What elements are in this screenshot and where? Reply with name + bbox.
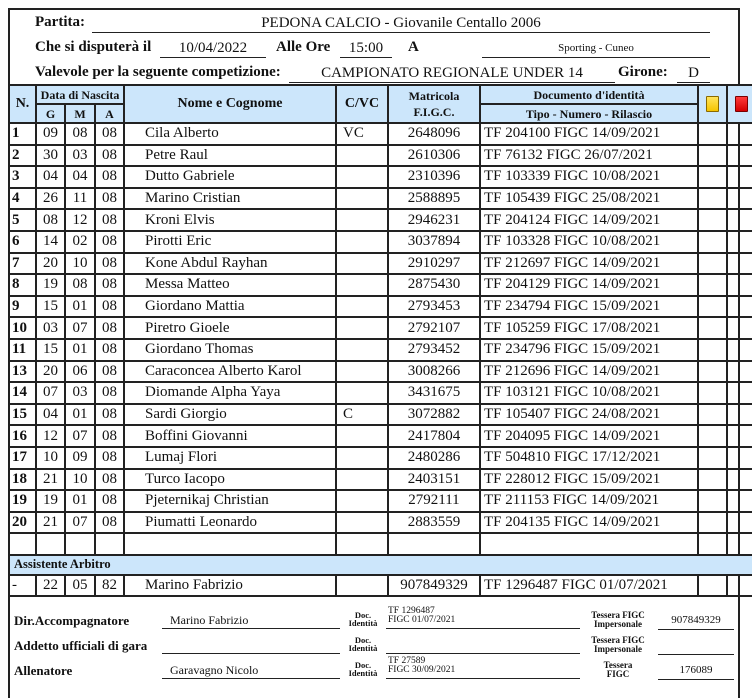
player-row [9,512,752,534]
red-card-cell[interactable] [727,404,752,426]
birth-month[interactable]: 01 [65,339,95,361]
matricola-field[interactable]: 2793453 [388,296,480,318]
document-field[interactable]: TF 105407 FIGC 24/08/2021 [480,404,698,426]
birth-day[interactable]: 12 [36,425,65,447]
red-card-cell[interactable] [727,296,752,318]
doc-label-line2: Identità [348,618,378,628]
birth-month[interactable]: 08 [65,123,95,145]
col-a: A [95,104,124,123]
document-field[interactable]: TF 105259 FIGC 17/08/2021 [480,317,698,339]
birth-month[interactable]: 10 [65,253,95,275]
col-m: M [65,104,95,123]
birth-year[interactable]: 08 [95,425,124,447]
birth-month[interactable]: 02 [65,231,95,253]
player-number: 7 [9,253,36,275]
matricola-field[interactable] [388,533,480,555]
yellow-card-cell[interactable] [698,296,727,318]
captain-field[interactable]: C [336,404,388,426]
tessera-label [582,661,654,679]
birth-year[interactable]: 08 [95,253,124,275]
birth-year[interactable]: 08 [95,231,124,253]
birth-month[interactable]: 07 [65,425,95,447]
document-field[interactable]: TF 204100 FIGC 14/09/2021 [480,123,698,145]
document-field[interactable] [480,533,698,555]
captain-field[interactable] [336,145,388,167]
red-card-icon [735,96,748,112]
birth-day[interactable]: 15 [36,296,65,318]
document-field[interactable]: TF 204124 FIGC 14/09/2021 [480,209,698,231]
red-card-cell[interactable] [727,469,752,491]
tessera-field[interactable]: 907849329 [658,611,734,630]
player-row [9,533,752,555]
date-field[interactable]: 10/04/2022 [160,39,266,58]
staff-role-label: Dir.Accompagnatore [14,613,130,628]
birth-day[interactable]: 15 [36,339,65,361]
birth-year[interactable]: 08 [95,209,124,231]
red-card-cell[interactable] [727,253,752,275]
red-card-cell[interactable] [727,188,752,210]
birth-month[interactable]: 06 [65,361,95,383]
red-card-cell[interactable] [727,145,752,167]
birth-day[interactable]: 20 [36,253,65,275]
doc-identity-label [343,661,383,677]
birth-day[interactable]: 19 [36,490,65,512]
tessera-label [582,636,654,654]
player-row [9,188,752,210]
yellow-card-cell[interactable] [698,533,727,555]
birth-month[interactable]: 12 [65,209,95,231]
matricola-field[interactable]: 2910297 [388,253,480,275]
yellow-card-cell[interactable] [698,145,727,167]
birth-day[interactable]: 21 [36,512,65,534]
doc-identity-label [343,636,383,652]
birth-day[interactable]: 19 [36,274,65,296]
birth-day[interactable] [36,533,65,555]
staff-role-label: Allenatore [14,663,73,678]
doc-label-line1: Doc. [354,635,372,645]
document-field[interactable]: TF 212697 FIGC 14/09/2021 [480,253,698,275]
captain-field[interactable] [336,166,388,188]
partita-label: Partita: [35,14,85,30]
birth-day[interactable]: 21 [36,469,65,491]
player-row [9,361,752,383]
player-name[interactable]: Boffini Giovanni [124,425,336,447]
player-number: 9 [9,296,36,318]
assistant-g[interactable]: 22 [36,575,65,597]
captain-field[interactable] [336,253,388,275]
red-card-cell[interactable] [727,447,752,469]
yellow-card-cell[interactable] [698,512,727,534]
document-field[interactable]: TF 103339 FIGC 10/08/2021 [480,166,698,188]
player-name[interactable]: Cila Alberto [124,123,336,145]
birth-month[interactable] [65,533,95,555]
col-n: N. [9,85,36,123]
player-row [9,404,752,426]
birth-year[interactable]: 08 [95,317,124,339]
birth-day[interactable]: 30 [36,145,65,167]
players-table [8,84,752,597]
matricola-field[interactable]: 2417804 [388,425,480,447]
matricola-field[interactable]: 2792107 [388,317,480,339]
player-number: 8 [9,274,36,296]
assistant-a[interactable]: 82 [95,575,124,597]
staff-name-field[interactable]: Marino Fabrizio [162,611,340,629]
matricola-field[interactable]: 2883559 [388,512,480,534]
player-row [9,425,752,447]
player-number: 6 [9,231,36,253]
tessera-label-line2: Impersonale [594,644,642,654]
yellow-card-cell[interactable] [698,339,727,361]
tessera-label-line1: Tessera [603,660,633,670]
birth-day[interactable]: 09 [36,123,65,145]
birth-month[interactable]: 10 [65,469,95,491]
birth-day[interactable]: 26 [36,188,65,210]
captain-field[interactable] [336,382,388,404]
yellow-card-cell[interactable] [698,188,727,210]
player-name[interactable]: Giordano Mattia [124,296,336,318]
matricola-field[interactable]: 2588895 [388,188,480,210]
birth-year[interactable]: 08 [95,382,124,404]
staff-name-field[interactable] [162,636,340,654]
document-field[interactable]: TF 103121 FIGC 10/08/2021 [480,382,698,404]
document-field[interactable]: TF 204095 FIGC 14/09/2021 [480,425,698,447]
player-row [9,469,752,491]
birth-year[interactable]: 08 [95,145,124,167]
birth-year[interactable]: 08 [95,123,124,145]
player-number: 14 [9,382,36,404]
assistant-row [9,575,752,597]
red-card-cell[interactable] [727,123,752,145]
player-number: 10 [9,317,36,339]
staff-document-field[interactable] [386,632,580,654]
red-card-cell[interactable] [727,166,752,188]
birth-month[interactable]: 04 [65,166,95,188]
matricola-field[interactable]: 2610306 [388,145,480,167]
red-card-cell[interactable] [727,382,752,404]
time-field[interactable]: 15:00 [340,39,392,58]
birth-year[interactable]: 08 [95,296,124,318]
player-name[interactable] [124,533,336,555]
red-card-cell[interactable] [727,317,752,339]
col-yellow-card [698,85,727,123]
red-card-cell[interactable] [727,209,752,231]
player-name[interactable]: Kroni Elvis [124,209,336,231]
red-card-cell[interactable] [727,274,752,296]
captain-field[interactable] [336,296,388,318]
player-name[interactable]: Lumaj Flori [124,447,336,469]
document-field[interactable]: TF 504810 FIGC 17/12/2021 [480,447,698,469]
doc-label-line2: Identità [348,668,378,678]
competition-label: Valevole per la seguente competizione: [35,64,281,80]
player-name[interactable]: Diomande Alpha Yaya [124,382,336,404]
date-label: Che si disputerà il [35,39,152,55]
assistant-section-label: Assistente Arbitro [9,555,752,575]
player-name[interactable]: Kone Abdul Rayhan [124,253,336,275]
birth-year[interactable]: 08 [95,469,124,491]
player-name[interactable]: Dutto Gabriele [124,166,336,188]
captain-field[interactable] [336,447,388,469]
captain-field[interactable] [336,317,388,339]
document-field[interactable]: TF 211153 FIGC 14/09/2021 [480,490,698,512]
staff-name-field[interactable]: Garavagno Nicolo [162,661,340,679]
staff-section [8,601,740,687]
player-row [9,209,752,231]
player-number: 15 [9,404,36,426]
doc-identity-label [343,611,383,627]
matricola-field[interactable]: 2875430 [388,274,480,296]
matricola-field[interactable]: 2648096 [388,123,480,145]
red-card-cell[interactable] [727,512,752,534]
captain-field[interactable] [336,231,388,253]
red-card-cell[interactable] [727,533,752,555]
doc-label-line2: Identità [348,643,378,653]
assistant-n: - [9,575,36,597]
birth-day[interactable]: 10 [36,447,65,469]
assistant-name[interactable]: Marino Fabrizio [124,575,336,597]
matricola-field[interactable]: 2480286 [388,447,480,469]
player-number: 3 [9,166,36,188]
staff-role-label: Addetto ufficiali di gara [14,638,148,653]
player-name[interactable]: Caraconcea Alberto Karol [124,361,336,383]
birth-year[interactable]: 08 [95,447,124,469]
birth-month[interactable]: 07 [65,512,95,534]
birth-day[interactable]: 20 [36,361,65,383]
birth-year[interactable]: 08 [95,512,124,534]
document-field[interactable]: TF 204135 FIGC 14/09/2021 [480,512,698,534]
matricola-field[interactable]: 2792111 [388,490,480,512]
player-name[interactable]: Turco Iacopo [124,469,336,491]
red-card-cell[interactable] [727,425,752,447]
red-card-cell[interactable] [727,490,752,512]
doc-line1: TF 1296487 [388,606,435,616]
birth-month[interactable]: 09 [65,447,95,469]
col-matricola-line1: Matricola [408,89,460,103]
yellow-card-cell[interactable] [698,253,727,275]
yellow-card-cell[interactable] [698,361,727,383]
tessera-label-line2: FIGC [606,669,630,679]
col-document-sub: Tipo - Numero - Rilascio [480,104,698,123]
birth-month[interactable]: 01 [65,490,95,512]
yellow-card-cell[interactable] [698,209,727,231]
player-name[interactable]: Sardi Giorgio [124,404,336,426]
yellow-card-cell[interactable] [698,469,727,491]
player-number: 5 [9,209,36,231]
player-row [9,339,752,361]
player-number: 11 [9,339,36,361]
col-name: Nome e Cognome [124,85,336,123]
captain-field[interactable] [336,188,388,210]
doc-line2: FIGC 30/09/2021 [388,665,456,675]
player-row [9,253,752,275]
birth-month[interactable]: 01 [65,296,95,318]
matricola-field[interactable]: 3072882 [388,404,480,426]
birth-day[interactable]: 03 [36,317,65,339]
col-cvc: C/VC [336,85,388,123]
player-number: 13 [9,361,36,383]
captain-field[interactable] [336,209,388,231]
document-field[interactable]: TF 234794 FIGC 15/09/2021 [480,296,698,318]
yellow-card-cell[interactable] [698,490,727,512]
player-name[interactable]: Marino Cristian [124,188,336,210]
matricola-field[interactable]: 2403151 [388,469,480,491]
doc-line2: FIGC 01/07/2021 [388,615,456,625]
player-number: 1 [9,123,36,145]
matricola-field[interactable]: 2946231 [388,209,480,231]
player-number: 17 [9,447,36,469]
yellow-card-cell[interactable] [698,425,727,447]
matricola-field[interactable]: 3431675 [388,382,480,404]
assistant-m[interactable]: 05 [65,575,95,597]
document-field[interactable]: TF 105439 FIGC 25/08/2021 [480,188,698,210]
yellow-card-cell[interactable] [698,231,727,253]
birth-year[interactable] [95,533,124,555]
player-name[interactable]: Pjeternikaj Christian [124,490,336,512]
captain-field[interactable] [336,361,388,383]
partita-field[interactable]: PEDONA CALCIO - Giovanile Centallo 2006 [92,14,710,33]
captain-field[interactable] [336,490,388,512]
captain-field[interactable] [336,425,388,447]
doc-line1: TF 27589 [388,656,426,666]
yellow-card-icon [706,96,719,112]
player-row [9,123,752,145]
girone-field[interactable]: D [677,64,710,83]
assistant-document[interactable]: TF 1296487 FIGC 01/07/2021 [480,575,698,597]
player-row [9,274,752,296]
player-row [9,166,752,188]
assistant-matricola[interactable]: 907849329 [388,575,480,597]
player-number [9,533,36,555]
birth-month[interactable]: 11 [65,188,95,210]
birth-day[interactable]: 14 [36,231,65,253]
place-label: A [408,39,419,55]
birth-day[interactable]: 04 [36,166,65,188]
player-number: 4 [9,188,36,210]
player-name[interactable]: Piumatti Leonardo [124,512,336,534]
document-field[interactable]: TF 234796 FIGC 15/09/2021 [480,339,698,361]
birth-year[interactable]: 08 [95,339,124,361]
birth-month[interactable]: 08 [65,274,95,296]
yellow-card-cell[interactable] [698,123,727,145]
document-field[interactable]: TF 204129 FIGC 14/09/2021 [480,274,698,296]
player-row [9,317,752,339]
birth-year[interactable]: 08 [95,404,124,426]
yellow-card-cell[interactable] [698,404,727,426]
document-field[interactable]: TF 76132 FIGC 26/07/2021 [480,145,698,167]
player-row [9,490,752,512]
birth-year[interactable]: 08 [95,361,124,383]
girone-label: Girone: [618,64,668,80]
matricola-field[interactable]: 2310396 [388,166,480,188]
red-card-cell[interactable] [727,339,752,361]
col-birth: Data di Nascita [36,85,124,104]
captain-field[interactable] [336,533,388,555]
tessera-label [582,611,654,629]
captain-field[interactable] [336,274,388,296]
document-field[interactable]: TF 212696 FIGC 14/09/2021 [480,361,698,383]
time-label: Alle Ore [276,39,331,55]
player-row [9,231,752,253]
captain-field[interactable] [336,469,388,491]
col-matricola [388,85,480,123]
yellow-card-cell[interactable] [698,447,727,469]
staff-document-field[interactable] [386,657,580,679]
col-matricola-line2: F.I.G.C. [413,105,455,119]
staff-document-field[interactable] [386,607,580,629]
birth-day[interactable]: 07 [36,382,65,404]
document-field[interactable]: TF 103328 FIGC 10/08/2021 [480,231,698,253]
captain-field[interactable]: VC [336,123,388,145]
red-card-cell[interactable] [727,361,752,383]
matricola-field[interactable]: 3008266 [388,361,480,383]
captain-field[interactable] [336,512,388,534]
birth-month[interactable]: 03 [65,145,95,167]
matricola-field[interactable]: 2793452 [388,339,480,361]
birth-year[interactable]: 08 [95,274,124,296]
doc-label-line1: Doc. [354,660,372,670]
assistant-red-cell[interactable] [727,575,752,597]
tessera-field[interactable]: 176089 [658,661,734,680]
red-card-cell[interactable] [727,231,752,253]
col-red-card [727,85,752,123]
player-row [9,382,752,404]
tessera-label-line2: Impersonale [594,619,642,629]
birth-day[interactable]: 08 [36,209,65,231]
birth-year[interactable]: 08 [95,490,124,512]
player-number: 18 [9,469,36,491]
tessera-label-line1: Tessera FIGC [591,610,645,620]
player-number: 16 [9,425,36,447]
yellow-card-cell[interactable] [698,317,727,339]
player-name[interactable]: Giordano Thomas [124,339,336,361]
doc-label-line1: Doc. [354,610,372,620]
birth-month[interactable]: 01 [65,404,95,426]
tessera-field[interactable] [658,636,734,655]
matricola-field[interactable]: 3037894 [388,231,480,253]
player-number: 19 [9,490,36,512]
assistant-yellow-cell[interactable] [698,575,727,597]
player-row [9,296,752,318]
birth-month[interactable]: 03 [65,382,95,404]
player-name[interactable]: Piretro Gioele [124,317,336,339]
birth-year[interactable]: 08 [95,166,124,188]
yellow-card-cell[interactable] [698,166,727,188]
player-row [9,145,752,167]
place-field[interactable]: Sporting - Cuneo [482,39,710,58]
competition-field[interactable]: CAMPIONATO REGIONALE UNDER 14 [289,64,615,83]
player-number: 2 [9,145,36,167]
birth-year[interactable]: 08 [95,188,124,210]
captain-field[interactable] [336,339,388,361]
player-name[interactable]: Petre Raul [124,145,336,167]
birth-day[interactable]: 04 [36,404,65,426]
tessera-label-line1: Tessera FIGC [591,635,645,645]
col-document: Documento d'identità [480,85,698,104]
player-row [9,447,752,469]
player-number: 20 [9,512,36,534]
player-name[interactable]: Messa Matteo [124,274,336,296]
yellow-card-cell[interactable] [698,382,727,404]
assistant-cvc[interactable] [336,575,388,597]
col-g: G [36,104,65,123]
document-field[interactable]: TF 228012 FIGC 15/09/2021 [480,469,698,491]
player-name[interactable]: Pirotti Eric [124,231,336,253]
birth-month[interactable]: 07 [65,317,95,339]
yellow-card-cell[interactable] [698,274,727,296]
